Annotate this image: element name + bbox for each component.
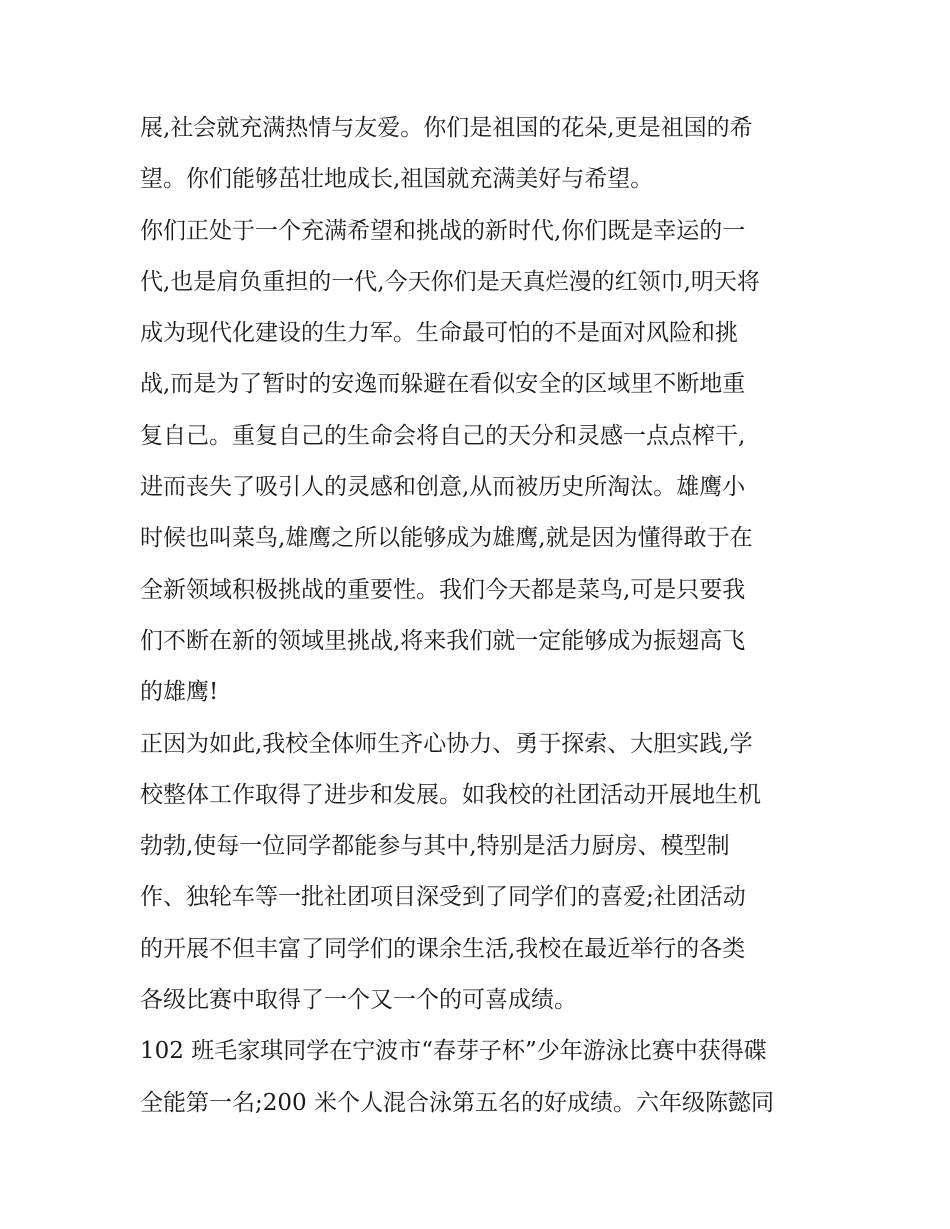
- text-line: 进而丧失了吸引人的灵感和创意,从而被历史所淘汰。雄鹰小: [140, 474, 746, 501]
- paragraph-4: [140, 1026, 820, 1129]
- text-line: 你们正处于一个充满希望和挑战的新时代,你们既是幸运的一: [140, 217, 746, 244]
- text-line: 各级比赛中取得了一个又一个的可喜成绩。: [140, 987, 577, 1014]
- text-line: 作、独轮车等一批社团项目深受到了同学们的喜爱;社团活动: [140, 884, 746, 911]
- text-line: 战,而是为了暂时的安逸而躲避在看似安全的区域里不断地重: [140, 371, 746, 398]
- text-line: 成为现代化建设的生力军。生命最可怕的不是面对风险和挑: [140, 320, 738, 347]
- text-line: 展,社会就充满热情与友爱。你们是祖国的花朵,更是祖国的希: [140, 115, 753, 141]
- text-line: 全新领域积极挑战的重要性。我们今天都是菜鸟,可是只要我: [140, 576, 746, 603]
- text-line: 的雄鹰!: [140, 679, 219, 706]
- text-line: 时候也叫菜鸟,雄鹰之所以能够成为雄鹰,就是因为懂得敢于在: [140, 525, 753, 552]
- text-line: 全能第一名;200 米个人混合泳第五名的好成绩。六年级陈懿同: [140, 1089, 774, 1116]
- text-line: 望。你们能够茁壮地成长,祖国就充满美好与希望。: [140, 166, 654, 193]
- paragraph-1: [140, 103, 820, 206]
- text-line: 正因为如此,我校全体师生齐心协力、勇于探索、大胆实践,学: [140, 730, 753, 757]
- paragraph-2: [140, 206, 820, 719]
- document-body: [140, 103, 820, 1129]
- text-line: 102 班毛家琪同学在宁波市“春芽子杯”少年游泳比赛中获得碟: [140, 1038, 767, 1065]
- text-line: 们不断在新的领域里挑战,将来我们就一定能够成为振翅高飞: [140, 627, 746, 654]
- text-line: 校整体工作取得了进步和发展。如我校的社团活动开展地生机: [140, 781, 761, 808]
- paragraph-3: [140, 719, 820, 1027]
- text-line: 的开展不但丰富了同学们的课余生活,我校在最近举行的各类: [140, 935, 746, 962]
- text-line: 勃勃,使每一位同学都能参与其中,特别是活力厨房、模型制: [140, 833, 730, 860]
- text-line: 复自己。重复自己的生命会将自己的天分和灵感一点点榨干,: [140, 422, 746, 449]
- text-line: 代,也是肩负重担的一代,今天你们是天真烂漫的红领巾,明天将: [140, 268, 760, 295]
